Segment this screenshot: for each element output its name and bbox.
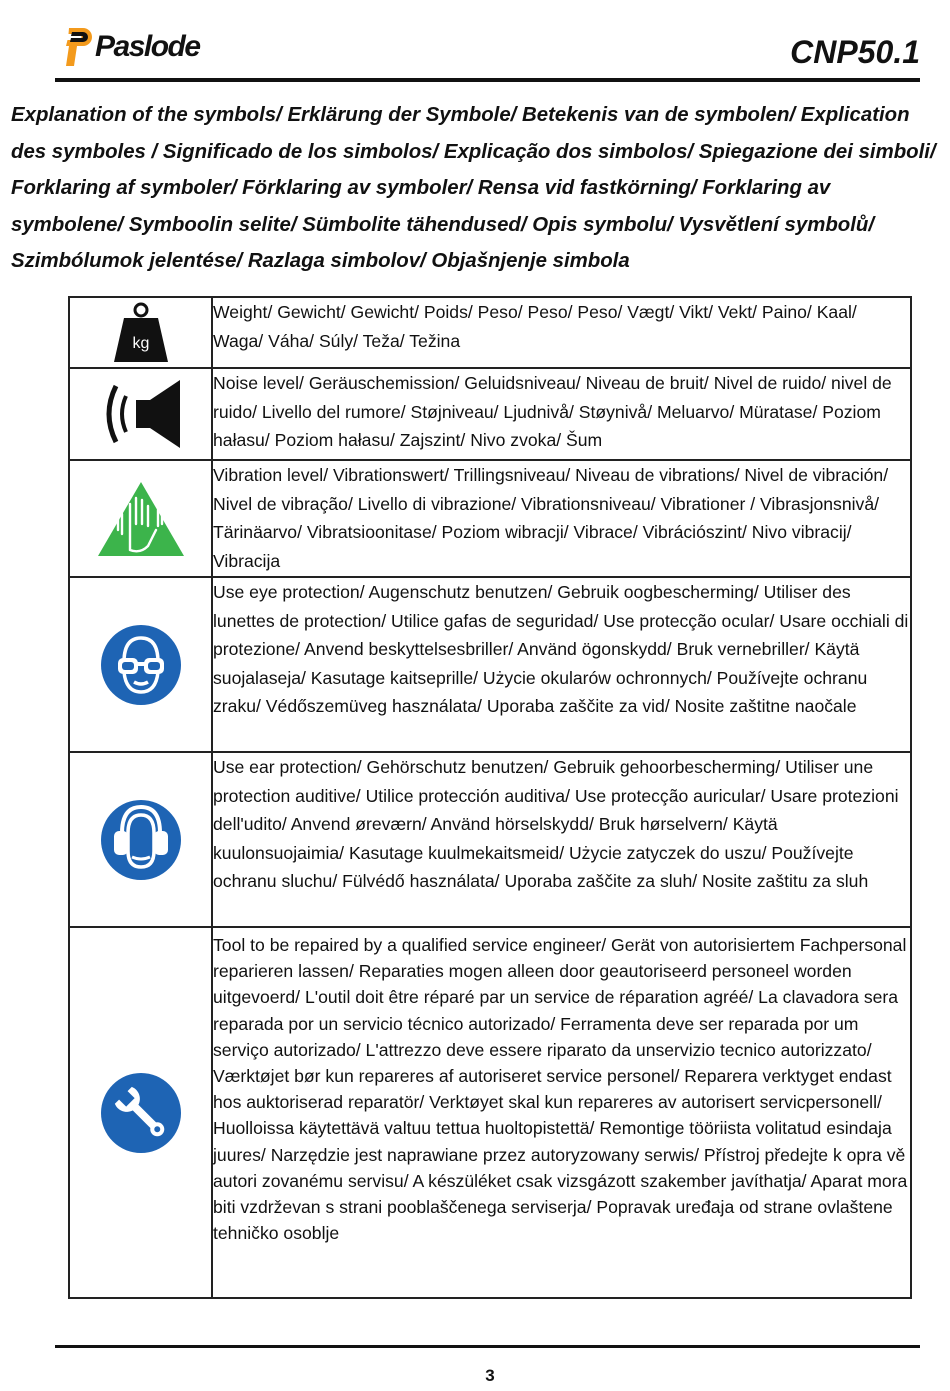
brand-logo <box>63 24 200 70</box>
table-row <box>69 460 911 577</box>
weight-label: kg <box>132 334 149 352</box>
table-row <box>69 927 911 1298</box>
symbol-description: Use ear protection/ Gehörschutz benutzen/ Gebruik gehoorbescherming/ Utiliser une protection auditive/ Utilice protección auditiva/ Use protecção auricular/ Usare protezioni dell'udito/ Anvend øreværn/ Använd hörselskydd/ Bruk hørselvern/ Käytä kuulonsuojaimia/ Kasutage kuulmekaitsmeid/ Użycie zatyczek do uszu/ Používejte ochranu sluchu/ Fülvédő használata/ Uporaba zaščite za sluh/ Nosite zaštitu za sluh <box>212 752 911 927</box>
section-heading: Explanation of the symbols/ Erklärung der Symbole/ Betekenis van de symbolen/ Explication des symboles / Significado de los simbolos/ Explicação dos simbolos/ Spiegazione dei simboli/ Forklaring af symboler/ Förklaring av symboler/ Rensa vid fastkörning/ Forklaring av symbolene/ Symboolin selite/ Sümbolite tähendused/ Opis symbolu/ Vysvětlení symbolů/ Szimbólumok jelentése/ Razlaga simbolov/ Objašnjenje simbola <box>11 104 936 272</box>
wrench-service-icon <box>100 1072 182 1154</box>
table-row <box>69 752 911 927</box>
icon-cell <box>69 460 212 577</box>
page-header <box>55 22 920 82</box>
symbol-description: Noise level/ Geräuschemission/ Geluidsniveau/ Niveau de bruit/ Nivel de ruido/ nivel de ruido/ Livello del rumore/ Støjniveau/ Ljudnivå/ Støynivå/ Meluarvo/ Müratase/ Poziom hałasu/ Poziom hałasu/ Zajszint/ Nivo zvoka/ Šum <box>212 368 911 460</box>
weight-kg-icon <box>110 302 172 364</box>
paslode-logo-icon <box>63 24 93 70</box>
symbol-description: Use eye protection/ Augenschutz benutzen/ Gebruik oogbescherming/ Utiliser des lunettes de protection/ Utilice gafas de seguridad/ Use protecção ocular/ Usare occhiali di protezione/ Anvend beskyttelsesbriller/ Använd ögonskydd/ Bruk vernebriller/ Käytä suojalaseja/ Kasutage kaitseprille/ Użycie okularów ochronnych/ Používejte ochranu zraku/ Védőszemüveg használata/ Uporaba zaščite za vid/ Nosite zaštitne naočale <box>212 577 911 752</box>
icon-cell <box>69 577 212 752</box>
symbols-table <box>68 296 912 1299</box>
footer-rule <box>55 1345 920 1348</box>
header-rule <box>55 78 920 82</box>
brand-name: Paslode <box>95 30 200 63</box>
vibration-hand-icon <box>96 480 186 558</box>
icon-cell <box>69 927 212 1298</box>
eye-protection-icon <box>100 624 182 706</box>
symbol-description: Weight/ Gewicht/ Gewicht/ Poids/ Peso/ Peso/ Peso/ Vægt/ Vikt/ Vekt/ Paino/ Kaal/ Waga/ Váha/ Súly/ Teža/ Težina <box>212 297 911 368</box>
symbol-description: Tool to be repaired by a qualified service engineer/ Gerät von autorisiertem Fachpersonal reparieren lassen/ Reparaties mogen alleen door geautoriseerd personeel worden uitgevoerd/ L'outil doit être réparé par un service de réparation agréé/ La clavadora sera reparada por un servicio técnico autorizado/ Ferramenta deve ser reparada por um serviço autorizado/ L'attrezzo deve essere riparato da unservizio tecnico autorizzato/ Værktøjet bør kun repareres af autoriseret service personel/ Reparera verktyget endast hos auktoriserad reparatör/ Verktøyet skal kun repareres av autorisert servicpersonell/ Huolloissa käytettävä valtuu tettua huoltopistettä/ Remontige tööriista volitatud esindaja juures/ Narzędzie jest naprawiane przez autoryzowany serwis/ Přístroj předejte k opra vě autori zovanému servisu/ A készüléket csak vizsgázott szakember javíthatja/ Aparat mora biti vzdrževan s strani pooblaščenega serviserja/ Popravak uređaja od strane ovlaštene tehničko osoblje <box>212 927 911 1298</box>
table-row <box>69 368 911 460</box>
table-row <box>69 577 911 752</box>
symbol-description: Vibration level/ Vibrationswert/ Trillingsniveau/ Niveau de vibrations/ Nivel de vibración/ Nivel de vibração/ Livello di vibrazione/ Vibrationsniveau/ Vibrationer / Vibrasjonsnivå/ Tärinäarvo/ Vibratsioonitase/ Poziom wibracji/ Vibrace/ Vibrációszint/ Nivo vibracij/ Vibracija <box>212 460 911 577</box>
ear-protection-icon <box>100 799 182 881</box>
table-row <box>69 297 911 368</box>
icon-cell <box>69 752 212 927</box>
model-number: CNP50.1 <box>790 34 920 70</box>
icon-cell <box>69 297 212 368</box>
speaker-noise-icon <box>96 372 186 456</box>
icon-cell <box>69 368 212 460</box>
page-number: 3 <box>485 1366 495 1385</box>
